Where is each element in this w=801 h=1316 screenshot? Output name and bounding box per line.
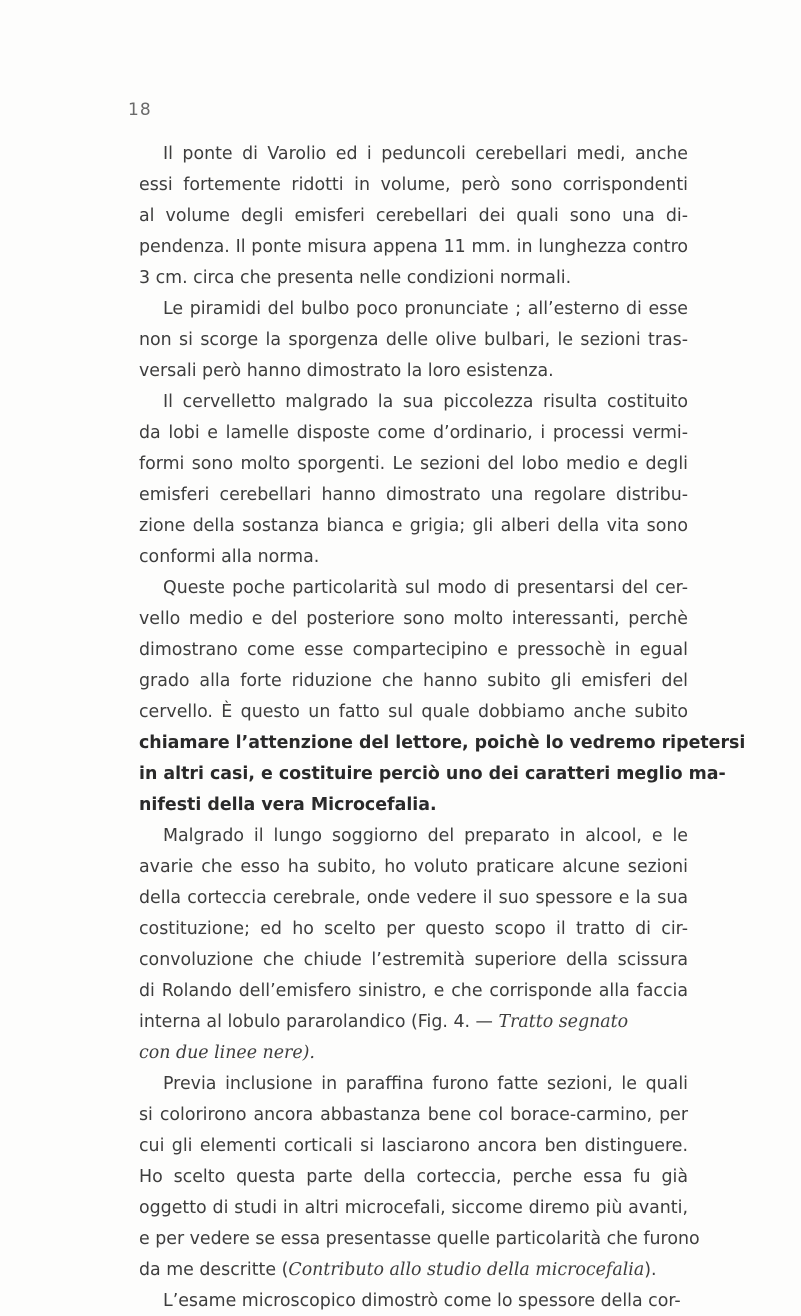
text-line: non si scorge la sporgenza delle olive bulbari, le sezioni tras- <box>139 330 688 350</box>
text-fragment: da me descritte ( <box>139 1260 289 1280</box>
text-line: e per vedere se essa presentasse quelle particolarità che furono <box>139 1229 700 1249</box>
text-line: Queste poche particolarità sul modo di presentarsi del cer- <box>163 578 688 598</box>
text-line: Ho scelto questa parte della corteccia, perche essa fu già <box>139 1167 688 1187</box>
page-number: 18 <box>128 100 152 120</box>
text-line: Previa inclusione in paraffina furono fatte sezioni, le quali <box>163 1074 688 1094</box>
text-line: pendenza. Il ponte misura appena 11 mm. in lunghezza contro <box>139 237 688 257</box>
text-line: vello medio e del posteriore sono molto interessanti, perchè <box>139 609 688 629</box>
text-line: Il ponte di Varolio ed i peduncoli cerebellari medi, anche <box>163 144 688 164</box>
italic-fragment: Tratto segnato <box>498 1012 629 1032</box>
text-line: avarie che esso ha subito, ho voluto praticare alcune sezioni <box>139 857 688 877</box>
text-line: emisferi cerebellari hanno dimostrato una regolare distribu- <box>139 485 688 505</box>
text-line: zione della sostanza bianca e grigia; gli alberi della vita sono <box>139 516 688 536</box>
text-line: chiamare l’attenzione del lettore, poichè lo vedremo ripetersi <box>139 733 746 753</box>
text-line: 3 cm. circa che presenta nelle condizioni normali. <box>139 268 572 288</box>
text-line: al volume degli emisferi cerebellari dei quali sono una di- <box>139 206 688 226</box>
text-line: si colorirono ancora abbastanza bene col borace-carmino, per <box>139 1105 688 1125</box>
text-line: grado alla forte riduzione che hanno subito gli emisferi del <box>139 671 688 691</box>
text-fragment: ). <box>644 1260 657 1280</box>
text-line: versali però hanno dimostrato la loro esistenza. <box>139 361 554 381</box>
text-line: cervello. È questo un fatto sul quale dobbiamo anche subito <box>139 702 688 722</box>
text-line <box>139 1256 688 1284</box>
text-line: conformi alla norma. <box>139 547 320 567</box>
text-line: convoluzione che chiude l’estremità superiore della scissura <box>139 950 688 970</box>
text-line: di Rolando dell’emisfero sinistro, e che corrisponde alla faccia <box>139 981 688 1001</box>
text-line: da lobi e lamelle disposte come d’ordinario, i processi vermi- <box>139 423 688 443</box>
text-line: Malgrado il lungo soggiorno del preparato in alcool, e le <box>163 826 688 846</box>
text-line: formi sono molto sporgenti. Le sezioni del lobo medio e degli <box>139 454 688 474</box>
text-line: costituzione; ed ho scelto per questo scopo il tratto di cir- <box>139 919 688 939</box>
text-fragment: interna al lobulo pararolandico (Fig. 4. — <box>139 1012 493 1032</box>
text-line <box>139 1039 688 1067</box>
text-line: essi fortemente ridotti in volume, però sono corrispondenti <box>139 175 688 195</box>
text-line: oggetto di studi in altri microcefali, siccome diremo più avanti, <box>139 1198 688 1218</box>
text-line: cui gli elementi corticali si lasciarono ancora ben distinguere. <box>139 1136 688 1156</box>
text-line: dimostrano come esse compartecipino e pressochè in egual <box>139 640 688 660</box>
text-line: Il cervelletto malgrado la sua piccolezza risulta costituito <box>163 392 688 412</box>
text-line: Le piramidi del bulbo poco pronunciate ; all’esterno di esse <box>163 299 688 319</box>
text-line: in altri casi, e costituire perciò uno dei caratteri meglio ma- <box>139 764 726 784</box>
text-line: della corteccia cerebrale, onde vedere il suo spessore e la sua <box>139 888 688 908</box>
text-line <box>139 1008 688 1036</box>
italic-fragment: Contributo allo studio della microcefalia <box>288 1260 645 1280</box>
text-line: nifesti della vera Microcefalia. <box>139 795 437 815</box>
text-line: L’esame microscopico dimostrò come lo spessore della cor- <box>163 1291 681 1311</box>
italic-fragment: con due linee nere). <box>139 1043 315 1063</box>
